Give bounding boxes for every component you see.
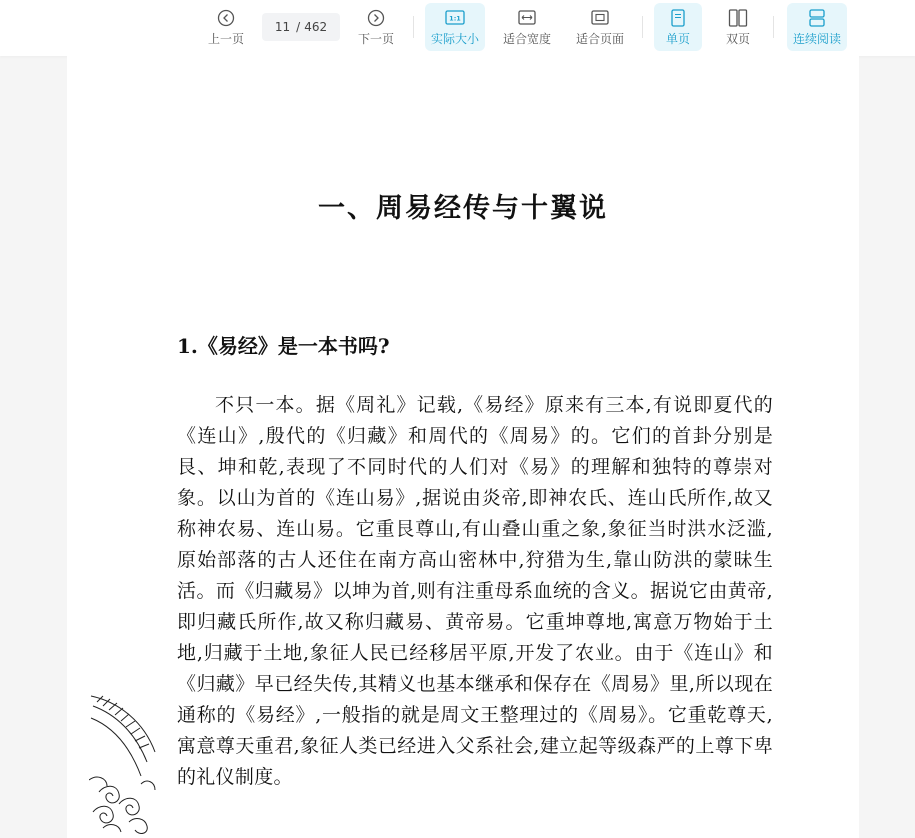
double-page-icon <box>728 8 748 28</box>
paragraph: 不只一本。据《周礼》记载,《易经》原来有三本,有说即夏代的《连山》,殷代的《归藏》和周代的《周易》的。它们的首卦分别是艮、坤和乾,表现了不同时代的人们对《易》的理解和独特的尊崇对象。以山为首的《连山易》,据说由炎帝,即神农氏、连山氏所作,故又称神农易、连山易。它重艮尊山,有山叠山重之象,象征当时洪水泛滥,原始部落的古人还住在南方高山密林中,狩猎为生,靠山防洪的蒙昧生活。而《归藏易》以坤为首,则有注重母系血统的含义。据说它由黄帝,即归藏氏所作,故又称归藏易、黄帝易。它重坤尊地,寓意万物始于土地,归藏于土地,象征人民已经移居平原,开发了农业。由于《连山》和《归藏》早已经失传,其精义也基本继承和保存在《周易》里,所以现在通称的《易经》,一般指的就是周文王整理过的《周易》。它重乾尊天,寓意尊天重君,象征人类已经进入父系社会,建立起等级森严的上尊下卑的礼仪制度。 <box>177 394 773 788</box>
toolbar-divider <box>773 16 774 38</box>
fit-width-icon <box>517 8 537 28</box>
actual-size-button[interactable] <box>425 3 485 51</box>
prev-page-button[interactable] <box>198 3 254 51</box>
single-page-button[interactable] <box>654 3 702 51</box>
body-text <box>177 390 773 793</box>
actual-size-icon-text: 1:1 <box>449 14 461 22</box>
arrow-left-circle-icon <box>216 8 236 28</box>
toolbar-divider <box>413 16 414 38</box>
chapter-title: 一、周易经传与十翼说 <box>318 193 608 224</box>
wave-ornament-icon <box>89 692 159 838</box>
prev-page-label: 上一页 <box>207 31 244 46</box>
double-page-label: 双页 <box>725 31 750 46</box>
single-page-icon <box>668 8 688 28</box>
continuous-reading-icon <box>807 8 827 28</box>
document-page <box>67 56 859 838</box>
actual-size-icon <box>445 8 465 28</box>
toolbar-divider <box>642 16 643 38</box>
current-page: 11 <box>274 20 291 34</box>
page-separator: / <box>296 20 301 34</box>
fit-page-label: 适合页面 <box>575 31 624 46</box>
double-page-button[interactable] <box>714 3 762 51</box>
next-page-button[interactable] <box>348 3 404 51</box>
fit-width-button[interactable] <box>496 3 558 51</box>
single-page-label: 单页 <box>665 31 690 46</box>
total-pages: 462 <box>304 20 328 34</box>
arrow-right-circle-icon <box>366 8 386 28</box>
continuous-reading-label: 连续阅读 <box>792 31 841 46</box>
fit-page-button[interactable] <box>569 3 631 51</box>
fit-page-icon <box>590 8 610 28</box>
next-page-label: 下一页 <box>357 31 394 46</box>
fit-width-label: 适合宽度 <box>502 31 551 46</box>
continuous-reading-button[interactable] <box>787 3 847 51</box>
section-title: 1.《易经》是一本书吗? <box>177 334 390 358</box>
page-number-input[interactable] <box>262 13 340 41</box>
actual-size-label: 实际大小 <box>430 31 479 46</box>
viewer-toolbar <box>0 0 915 56</box>
